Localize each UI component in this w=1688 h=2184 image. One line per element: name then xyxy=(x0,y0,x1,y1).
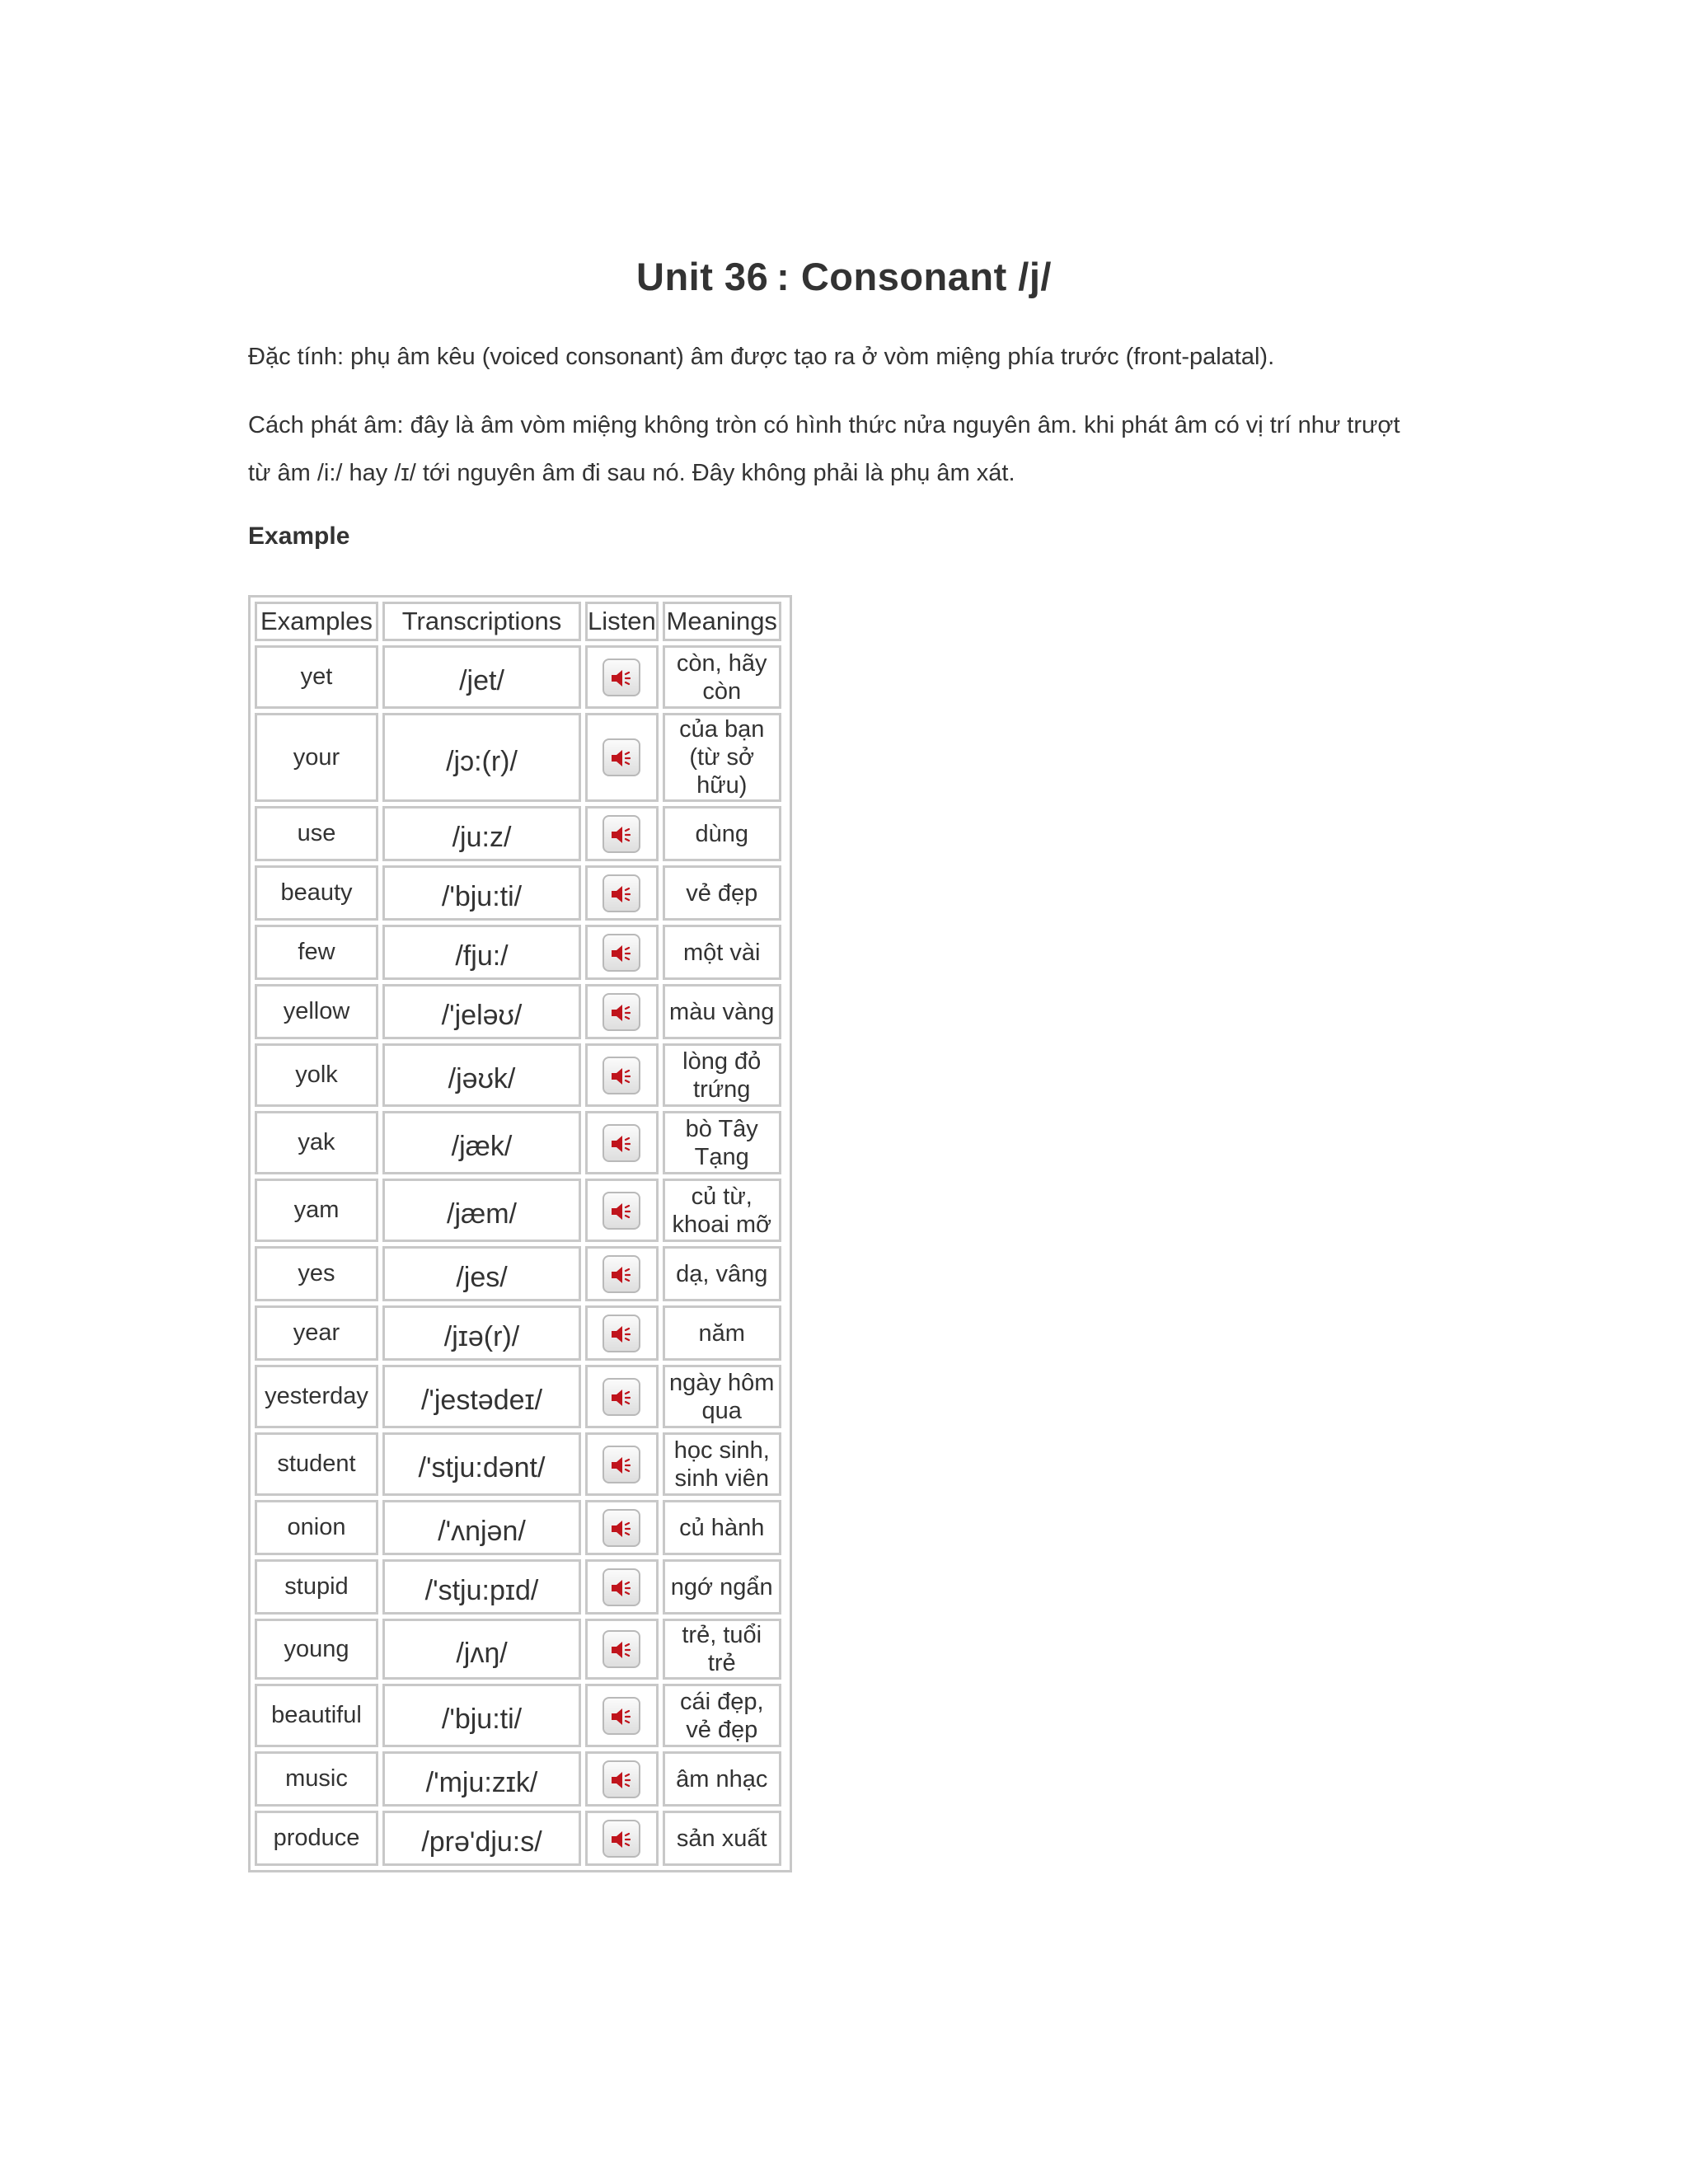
example-word: onion xyxy=(255,1500,378,1555)
table-row xyxy=(255,865,781,921)
listen-cell xyxy=(585,865,659,921)
speaker-icon[interactable] xyxy=(603,1378,640,1416)
listen-cell xyxy=(585,1432,659,1496)
table-row xyxy=(255,925,781,980)
listen-cell xyxy=(585,1305,659,1361)
meaning: âm nhạc xyxy=(663,1751,781,1807)
transcription: /'jestədeɪ/ xyxy=(382,1365,581,1428)
listen-cell xyxy=(585,1811,659,1866)
table-row xyxy=(255,1811,781,1866)
speaker-icon[interactable] xyxy=(603,1568,640,1606)
transcription: /jæm/ xyxy=(382,1179,581,1242)
meaning: ngớ ngẩn xyxy=(663,1559,781,1615)
listen-cell xyxy=(585,1246,659,1301)
meaning: bò Tây Tạng xyxy=(663,1111,781,1174)
transcription: /'mju:zɪk/ xyxy=(382,1751,581,1807)
meaning: của bạn (từ sở hữu) xyxy=(663,713,781,802)
speaker-icon[interactable] xyxy=(603,1697,640,1735)
speaker-icon[interactable] xyxy=(603,874,640,912)
listen-cell xyxy=(585,1684,659,1747)
table-row xyxy=(255,713,781,802)
example-word: yak xyxy=(255,1111,378,1174)
header-listen: Listen xyxy=(585,602,659,641)
speaker-icon[interactable] xyxy=(603,1192,640,1230)
transcription: /prə'dju:s/ xyxy=(382,1811,581,1866)
listen-cell xyxy=(585,645,659,709)
listen-cell xyxy=(585,1179,659,1242)
example-word: music xyxy=(255,1751,378,1807)
listen-cell xyxy=(585,1751,659,1807)
transcription: /'stju:dənt/ xyxy=(382,1432,581,1496)
speaker-icon[interactable] xyxy=(603,738,640,776)
meaning: lòng đỏ trứng xyxy=(663,1043,781,1107)
listen-cell xyxy=(585,984,659,1039)
pronunciation-paragraph: Cách phát âm: đây là âm vòm miệng không tròn có hình thức nửa nguyên âm. khi phát âm có vị trí như trượt từ âm /i:/ hay /ɪ/ tới nguyên âm đi sau nó. Đây không phải là phụ âm xát. xyxy=(248,412,1400,486)
table-row xyxy=(255,1751,781,1807)
table-header-row xyxy=(255,602,781,641)
transcription: /jet/ xyxy=(382,645,581,709)
header-examples: Examples xyxy=(255,602,378,641)
examples-table-container xyxy=(248,595,792,1872)
listen-cell xyxy=(585,1500,659,1555)
transcription: /jʌŋ/ xyxy=(382,1619,581,1680)
transcription: /'bju:ti/ xyxy=(382,1684,581,1747)
table-row xyxy=(255,1432,781,1496)
transcription: /'jeləʊ/ xyxy=(382,984,581,1039)
page-title: Unit 36 : Consonant /j/ xyxy=(636,255,1052,298)
table-row xyxy=(255,984,781,1039)
table-row xyxy=(255,1684,781,1747)
speaker-icon[interactable] xyxy=(603,1820,640,1858)
speaker-icon[interactable] xyxy=(603,1509,640,1547)
example-word: yellow xyxy=(255,984,378,1039)
example-word: student xyxy=(255,1432,378,1496)
table-row xyxy=(255,1246,781,1301)
meaning: học sinh, sinh viên xyxy=(663,1432,781,1496)
meaning: còn, hãy còn xyxy=(663,645,781,709)
examples-table xyxy=(251,598,785,1870)
table-row xyxy=(255,1619,781,1680)
listen-cell xyxy=(585,1365,659,1428)
transcription: /jæk/ xyxy=(382,1111,581,1174)
header-transcriptions: Transcriptions xyxy=(382,602,581,641)
example-heading: Example xyxy=(248,523,350,550)
speaker-icon[interactable] xyxy=(603,1315,640,1352)
speaker-icon[interactable] xyxy=(603,1057,640,1094)
meaning: vẻ đẹp xyxy=(663,865,781,921)
meaning: ngày hôm qua xyxy=(663,1365,781,1428)
table-row xyxy=(255,1305,781,1361)
speaker-icon[interactable] xyxy=(603,1760,640,1798)
listen-cell xyxy=(585,1111,659,1174)
example-word: beauty xyxy=(255,865,378,921)
speaker-icon[interactable] xyxy=(603,993,640,1031)
speaker-icon[interactable] xyxy=(603,934,640,972)
transcription: /jəʊk/ xyxy=(382,1043,581,1107)
meaning: dùng xyxy=(663,806,781,861)
speaker-icon[interactable] xyxy=(603,1446,640,1483)
example-word: produce xyxy=(255,1811,378,1866)
table-row xyxy=(255,1043,781,1107)
transcription: /jɪə(r)/ xyxy=(382,1305,581,1361)
speaker-icon[interactable] xyxy=(603,1255,640,1293)
header-meanings: Meanings xyxy=(663,602,781,641)
meaning: màu vàng xyxy=(663,984,781,1039)
speaker-icon[interactable] xyxy=(603,658,640,696)
example-word: use xyxy=(255,806,378,861)
table-row xyxy=(255,1559,781,1615)
table-row xyxy=(255,1500,781,1555)
listen-cell xyxy=(585,925,659,980)
example-word: beautiful xyxy=(255,1684,378,1747)
table-row xyxy=(255,1111,781,1174)
example-word: year xyxy=(255,1305,378,1361)
example-word: yesterday xyxy=(255,1365,378,1428)
table-row xyxy=(255,1365,781,1428)
transcription: /ju:z/ xyxy=(382,806,581,861)
speaker-icon[interactable] xyxy=(603,1124,640,1162)
transcription: /fju:/ xyxy=(382,925,581,980)
example-word: your xyxy=(255,713,378,802)
transcription: /jɔ:(r)/ xyxy=(382,713,581,802)
speaker-icon[interactable] xyxy=(603,815,640,853)
listen-cell xyxy=(585,1043,659,1107)
transcription: /'stju:pɪd/ xyxy=(382,1559,581,1615)
example-word: yolk xyxy=(255,1043,378,1107)
meaning: cái đẹp, vẻ đẹp xyxy=(663,1684,781,1747)
meaning: năm xyxy=(663,1305,781,1361)
meaning: củ từ, khoai mỡ xyxy=(663,1179,781,1242)
transcription: /jes/ xyxy=(382,1246,581,1301)
listen-cell xyxy=(585,1619,659,1680)
meaning: sản xuất xyxy=(663,1811,781,1866)
speaker-icon[interactable] xyxy=(603,1630,640,1668)
meaning: trẻ, tuổi trẻ xyxy=(663,1619,781,1680)
example-word: yes xyxy=(255,1246,378,1301)
table-row xyxy=(255,1179,781,1242)
example-word: yet xyxy=(255,645,378,709)
meaning: một vài xyxy=(663,925,781,980)
table-row xyxy=(255,645,781,709)
meaning: củ hành xyxy=(663,1500,781,1555)
characteristic-paragraph: Đặc tính: phụ âm kêu (voiced consonant) âm được tạo ra ở vòm miệng phía trước (front-palatal). xyxy=(248,344,1275,370)
listen-cell xyxy=(585,1559,659,1615)
transcription: /'bju:ti/ xyxy=(382,865,581,921)
example-word: few xyxy=(255,925,378,980)
example-word: young xyxy=(255,1619,378,1680)
example-word: stupid xyxy=(255,1559,378,1615)
meaning: dạ, vâng xyxy=(663,1246,781,1301)
example-word: yam xyxy=(255,1179,378,1242)
transcription: /'ʌnjən/ xyxy=(382,1500,581,1555)
table-row xyxy=(255,806,781,861)
listen-cell xyxy=(585,806,659,861)
listen-cell xyxy=(585,713,659,802)
